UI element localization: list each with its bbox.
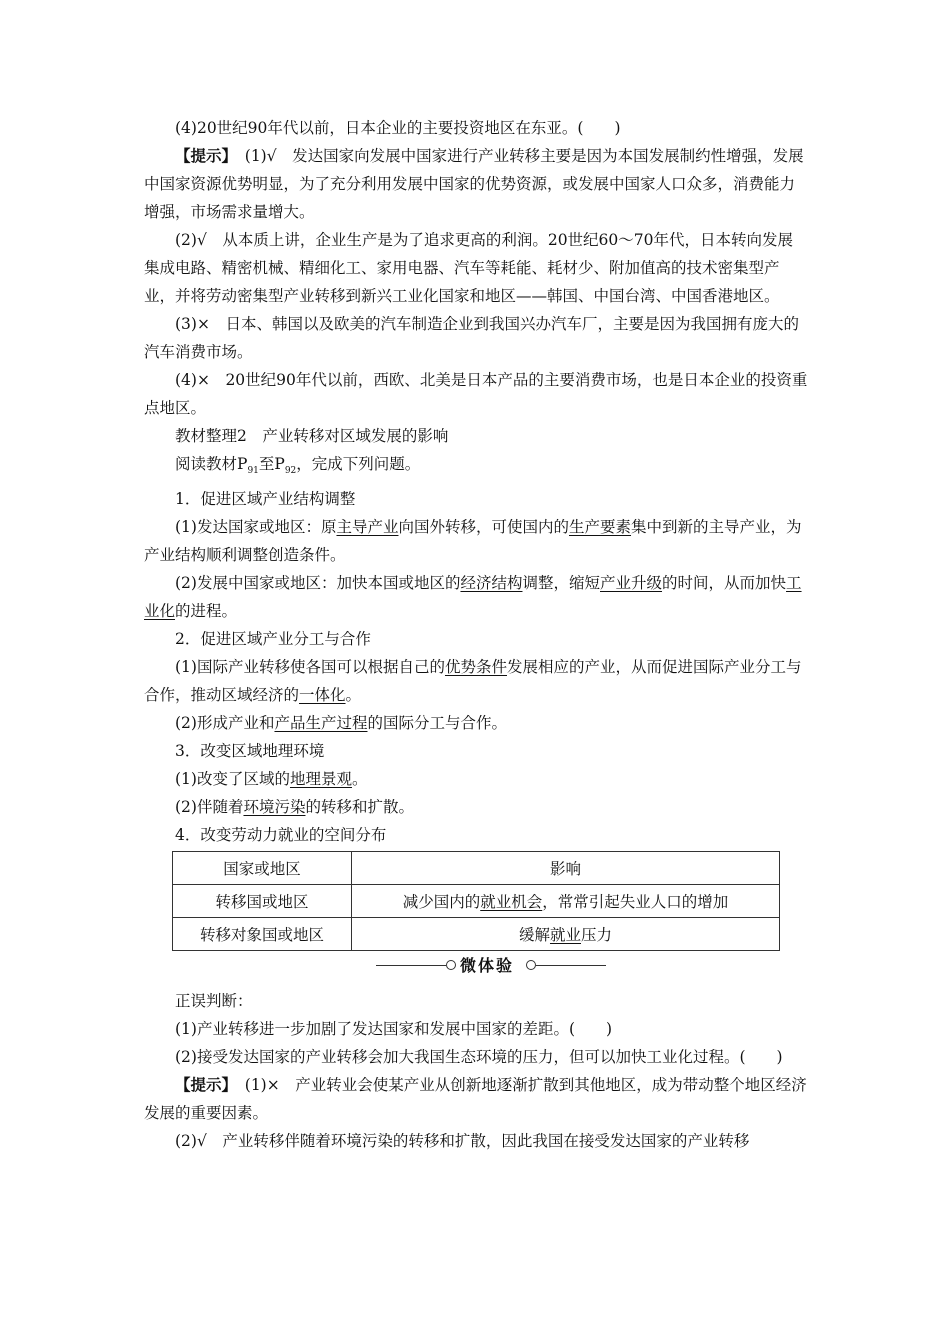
judge-heading: 正误判断：	[175, 992, 253, 1011]
table-cell: 缓解就业压力	[352, 918, 780, 951]
heading-3: 3．改变区域地理环境	[175, 742, 325, 761]
table-header-row	[173, 852, 780, 885]
item-1-1: (1)发达国家或地区：原主导产业向国外转移，可使国内的生产要素集中到新的主导产业，为产业结构顺利调整创造条件。	[144, 518, 802, 565]
item-3-2: (2)伴随着环境污染的转移和扩散。	[175, 798, 414, 817]
divider-dot-icon	[446, 960, 456, 970]
micro-experience-label: 微体验	[460, 956, 515, 976]
item-3-1: (1)改变了区域的地理景观。	[175, 770, 368, 789]
divider-line	[536, 965, 606, 966]
table-header-cell: 国家或地区	[173, 852, 352, 885]
item-2-1: (1)国际产业转移使各国可以根据自己的优势条件发展相应的产业，从而促进国际产业分工与合作，推动区域经济的一体化。	[144, 658, 802, 705]
tip-4: (4)× 20世纪90年代以前，西欧、北美是日本产品的主要消费市场，也是日本企业的投资重点地区。	[144, 371, 808, 417]
table-row	[173, 918, 780, 951]
tip-label: 【提示】	[175, 146, 230, 165]
reading-instruction: 阅读教材$P_{91}$至$P_{92}$，完成下列问题。	[175, 455, 421, 477]
tip-1: 【提示】 (1)√ 发达国家向发展中国家进行产业转移主要是因为本国发展制约性增强，发展中国家资源优势明显，为了充分利用发展中国家的优势资源，或发展中国家人口众多，消费能力增强，市场需求量增大。	[144, 146, 804, 221]
heading-2: 2．促进区域产业分工与合作	[175, 630, 371, 649]
table-cell: 转移国或地区	[173, 885, 352, 918]
table-cell: 转移对象国或地区	[173, 918, 352, 951]
item-1-2: (2)发展中国家或地区：加快本国或地区的经济结构调整，缩短产业升级的时间，从而加快工业化的进程。	[144, 574, 802, 621]
tip-2: (2)√ 从本质上讲，企业生产是为了追求更高的利润。20世纪60～70年代，日本转向发展集成电路、精密机械、精细化工、家用电器、汽车等耗能、耗材少、附加值高的技术密集型产业，并将劳动密集型产业转移到新兴工业化国家和地区——韩国、中国台湾、中国香港地区。	[144, 231, 794, 305]
employment-table	[172, 851, 780, 951]
heading-4: 4．改变劳动力就业的空间分布	[175, 826, 387, 845]
document-page	[144, 114, 808, 1155]
table-cell: 减少国内的就业机会，常常引起失业人口的增加	[352, 885, 780, 918]
judge-2: (2)接受发达国家的产业转移会加大我国生态环境的压力，但可以加快工业化过程。( )	[175, 1048, 783, 1067]
question-4: (4)20世纪90年代以前，日本企业的主要投资地区在东亚。( )	[175, 119, 621, 137]
micro-experience-divider	[144, 953, 808, 979]
tip-b-1: 【提示】 (1)× 产业转业会使某产业从创新地逐渐扩散到其他地区，成为带动整个地区经济发展的重要因素。	[144, 1075, 807, 1123]
table-header-cell: 影响	[352, 852, 780, 885]
section-title: 教材整理2 产业转移对区域发展的影响	[175, 427, 449, 445]
tip-3: (3)× 日本、韩国以及欧美的汽车制造企业到我国兴办汽车厂，主要是因为我国拥有庞大的汽车消费市场。	[144, 315, 799, 361]
heading-1: 1．促进区域产业结构调整	[175, 490, 356, 509]
tip-b-2: (2)√ 产业转移伴随着环境污染的转移和扩散，因此我国在接受发达国家的产业转移	[175, 1132, 750, 1151]
item-2-2: (2)形成产业和产品生产过程的国际分工与合作。	[175, 714, 507, 733]
table-row	[173, 885, 780, 918]
judge-1: (1)产业转移进一步加剧了发达国家和发展中国家的差距。( )	[175, 1020, 613, 1039]
divider-dot-icon	[526, 960, 536, 970]
divider-line	[376, 965, 446, 966]
